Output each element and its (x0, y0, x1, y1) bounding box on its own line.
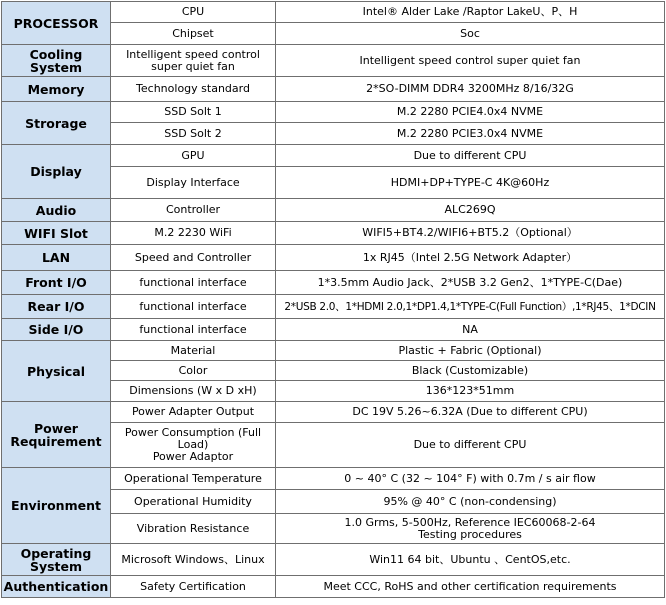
value-vibration-line1: 1.0 Grms, 5-500Hz, Reference IEC60068-2-64 (344, 515, 596, 529)
item-gpu: GPU (111, 145, 276, 167)
value-wifi: WIFI5+BT4.2/WIFI6+BT5.2（Optional） (276, 222, 665, 245)
item-side-io: functional interface (111, 319, 276, 341)
value-gpu: Due to different CPU (276, 145, 665, 167)
value-color: Black (Customizable) (276, 361, 665, 381)
category-wifi: WIFI Slot (2, 222, 111, 245)
item-power-consumption-line3: Power Adaptor (152, 450, 234, 463)
item-cooling: Intelligent speed control super quiet fan (111, 45, 276, 77)
category-power-line2: Requirement (10, 433, 102, 449)
table-row (2, 245, 665, 271)
item-display-interface: Display Interface (111, 167, 276, 199)
value-rear-io: 2*USB 2.0、1*HDMI 2.0,1*DP1.4,1*TYPE-C(Full Function）,1*RJ45、1*DCIN (276, 295, 665, 319)
item-cpu: CPU (111, 2, 276, 23)
value-material: Plastic + Fabric (Optional) (276, 341, 665, 361)
item-os: Microsoft Windows、Linux (111, 544, 276, 576)
item-material: Material (111, 341, 276, 361)
item-front-io: functional interface (111, 271, 276, 295)
value-vibration-line2: Testing procedures (418, 527, 522, 541)
table-row (2, 468, 665, 490)
item-power-consumption-line2: Load) (177, 438, 209, 451)
value-vibration (276, 514, 665, 544)
category-cooling: Cooling System (2, 45, 111, 77)
item-wifi: M.2 2230 WiFi (111, 222, 276, 245)
table-row (2, 102, 665, 123)
value-cpu: Intel® Alder Lake /Raptor LakeU、P、H (276, 2, 665, 23)
category-os (2, 544, 111, 576)
category-os-line1: Operating (20, 545, 92, 561)
category-rear-io: Rear I/O (2, 295, 111, 319)
item-vibration: Vibration Resistance (111, 514, 276, 544)
item-authentication: Safety Certification (111, 576, 276, 598)
item-power-consumption-line1: Power Consumption (Full (124, 426, 262, 439)
item-ssd2: SSD Solt 2 (111, 123, 276, 145)
table-row (2, 145, 665, 167)
category-physical: Physical (2, 341, 111, 402)
category-audio: Audio (2, 199, 111, 222)
category-power-line1: Power (34, 420, 78, 436)
table-row (2, 544, 665, 576)
value-display-interface: HDMI+DP+TYPE-C 4K@60Hz (276, 167, 665, 199)
value-os: Win11 64 bit、Ubuntu 、CentOS,etc. (276, 544, 665, 576)
category-front-io: Front I/O (2, 271, 111, 295)
category-authentication: Authentication (2, 576, 111, 598)
value-ssd2: M.2 2280 PCIE3.0x4 NVME (276, 123, 665, 145)
value-audio: ALC269Q (276, 199, 665, 222)
category-processor: PROCESSOR (2, 2, 111, 45)
value-side-io: NA (276, 319, 665, 341)
category-memory: Memory (2, 77, 111, 102)
item-ssd1: SSD Solt 1 (111, 102, 276, 123)
value-humidity: 95% @ 40° C (non-condensing) (276, 490, 665, 514)
category-power (2, 402, 111, 468)
value-lan: 1x RJ45（Intel 2.5G Network Adapter） (276, 245, 665, 271)
value-ssd1: M.2 2280 PCIE4.0x4 NVME (276, 102, 665, 123)
table-row (2, 402, 665, 423)
category-side-io: Side I/O (2, 319, 111, 341)
value-power-adapter: DC 19V 5.26~6.32A (Due to different CPU) (276, 402, 665, 423)
table-row (2, 2, 665, 23)
value-temperature: 0 ~ 40° C (32 ~ 104° F) with 0.7m / s air flow (276, 468, 665, 490)
category-storage: Strorage (2, 102, 111, 145)
item-memory: Technology standard (111, 77, 276, 102)
spec-table (1, 1, 665, 598)
table-row (2, 222, 665, 245)
item-color: Color (111, 361, 276, 381)
item-dimensions: Dimensions (W x D xH) (111, 381, 276, 402)
item-power-adapter: Power Adapter Output (111, 402, 276, 423)
table-row (2, 77, 665, 102)
table-row (2, 271, 665, 295)
value-authentication: Meet CCC, RoHS and other certification requirements (276, 576, 665, 598)
value-memory: 2*SO-DIMM DDR4 3200MHz 8/16/32G (276, 77, 665, 102)
value-chipset: Soc (276, 23, 665, 45)
table-row (2, 576, 665, 598)
table-row (2, 45, 665, 77)
category-display: Display (2, 145, 111, 199)
category-environment: Environment (2, 468, 111, 544)
value-dimensions: 136*123*51mm (276, 381, 665, 402)
category-lan: LAN (2, 245, 111, 271)
value-power-consumption: Due to different CPU (276, 423, 665, 468)
item-humidity: Operational Humidity (111, 490, 276, 514)
table-row (2, 199, 665, 222)
item-rear-io: functional interface (111, 295, 276, 319)
item-audio: Controller (111, 199, 276, 222)
item-lan: Speed and Controller (111, 245, 276, 271)
value-front-io: 1*3.5mm Audio Jack、2*USB 3.2 Gen2、1*TYPE-C(Dae) (276, 271, 665, 295)
item-chipset: Chipset (111, 23, 276, 45)
table-row (2, 319, 665, 341)
table-row (2, 295, 665, 319)
item-temperature: Operational Temperature (111, 468, 276, 490)
category-os-line2: System (29, 558, 83, 574)
item-power-consumption (111, 423, 276, 468)
value-cooling: Intelligent speed control super quiet fan (276, 45, 665, 77)
table-row (2, 341, 665, 361)
